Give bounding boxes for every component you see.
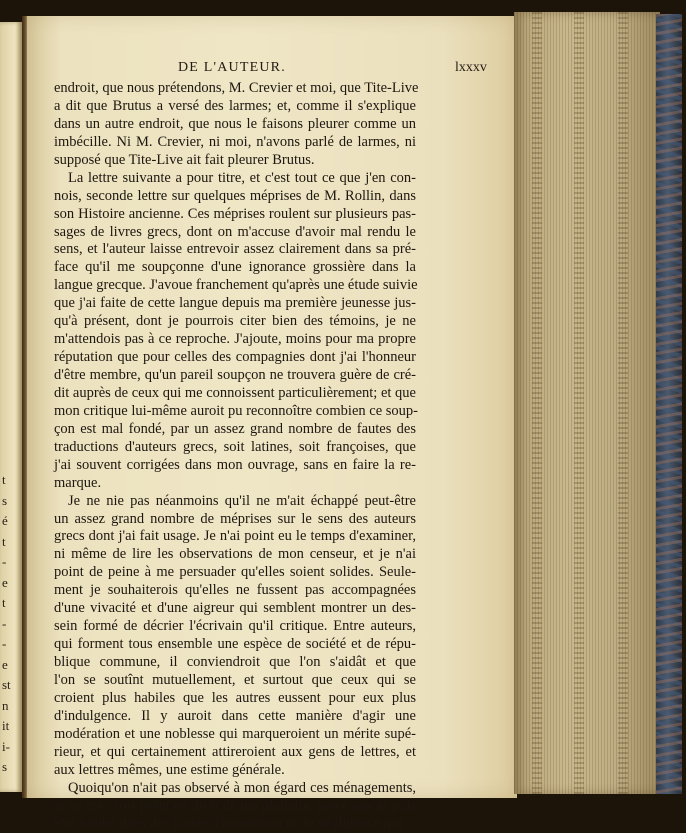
fore-edge-shading <box>532 12 542 794</box>
text-line: qui forment tous ensemble une espèce de société et de répu- <box>54 636 416 653</box>
text-line: d'indulgence. Il y auroit dans cette manière d'agir une <box>54 707 416 724</box>
text-line: point de peine à me persuader qu'elles soient solides. Seule- <box>54 564 416 581</box>
paragraph <box>54 80 419 170</box>
text-line: sein formé de décrier l'écrivain qu'il critique. Entre auteurs, <box>54 618 416 635</box>
margin-fragment: é <box>2 513 8 528</box>
text-line: endroit, que nous prétendons, M. Crevier et moi, que Tite-Live <box>54 80 419 96</box>
paragraph <box>54 170 416 493</box>
text-line: aux lettres mêmes, une estime générale. <box>54 761 285 778</box>
text-line: l'on se soutînt mutuellement, et surtout que ceux qui se <box>54 671 416 688</box>
text-line: mon critique lui-même auroit pu reconnoître combien ce soup- <box>54 402 418 419</box>
text-line: supposé que Tite-Live ait fait pleurer Brutus. <box>54 151 315 168</box>
text-line: grecs dont j'ai fait usage. Je n'ai point eu le temps d'examiner, <box>54 528 416 545</box>
text-line: un assez grand nombre de méprises sur le sens des auteurs <box>54 510 416 527</box>
text-line: son Histoire ancienne. Ces méprises roulent sur plusieurs pas- <box>54 205 416 222</box>
text-line: sages de livres grecs, dont on m'accuse d'avoir mal rendu le <box>54 223 416 240</box>
text-line: marque. <box>54 474 102 491</box>
margin-fragment: - <box>2 636 7 651</box>
margin-fragment: n <box>2 697 9 713</box>
text-line: çon est mal fondé, par un assez grand nombre de fautes des <box>54 420 416 437</box>
text-line: a dit que Brutus a versé des larmes; et, comme il s'explique <box>54 97 416 114</box>
left-page-margin-text <box>2 470 16 778</box>
margin-fragment: e <box>2 656 8 672</box>
margin-fragment: st <box>2 677 11 692</box>
text-line: que j'ai faite de cette langue depuis ma première jeunesse jus- <box>54 295 416 312</box>
body-text <box>54 80 419 833</box>
text-line: être tombé dans des fautes d'inattention et de négligence qui <box>54 815 403 832</box>
text-line: dit auprès de ceux qui me connoissent particulièrement; et que <box>54 384 416 401</box>
fore-edge-shading <box>618 12 628 794</box>
margin-fragment: - <box>2 554 7 569</box>
text-line: traductions d'auteurs grecs, soit latines, soit françoises, que <box>54 438 416 455</box>
text-line: j'ai souvent corrigées dans mon ouvrage, sans en faire la re- <box>54 456 416 473</box>
margin-fragment: t <box>2 595 6 610</box>
page-fore-edge <box>514 12 660 794</box>
text-line: rieur, et qui certainement attireroient aux gens de lettres, et <box>54 743 416 760</box>
text-line: face qu'il me soupçonne d'une ignorance grossière dans la <box>54 259 416 276</box>
text-line: croient plus habiles que les autres eussent pour eux plus <box>54 689 416 706</box>
text-line: Je ne nie pas néanmoins qu'il ne m'ait échappé peut-être <box>68 492 416 509</box>
margin-fragment: it <box>2 718 10 733</box>
text-line: modération et une noblesse qui marqueroient un mérite supé- <box>54 725 416 742</box>
margin-fragment: - <box>2 615 7 631</box>
text-line: qu'à présent, dont je pourrois citer bien des témoins, je ne <box>54 313 416 330</box>
text-line: m'attendois pas à ce reproche. J'ajoute, moins pour ma propre <box>54 331 416 348</box>
text-line: réputation que pour celles des compagnies dont j'ai l'honneur <box>54 349 416 366</box>
margin-fragment: t <box>2 533 6 549</box>
text-line: sens, et l'auteur laisse entrevoir assez clairement dans sa pré- <box>54 241 416 258</box>
margin-fragment: e <box>2 574 8 590</box>
page-number: lxxxv <box>455 60 487 75</box>
margin-fragment: s <box>2 492 8 508</box>
text-line: d'être membre, qu'un pareil soupçon ne trouvera guère de cré- <box>54 367 416 383</box>
text-line: imbécille. Ni M. Crevier, ni moi, n'avons parlé de larmes, ni <box>54 133 416 150</box>
text-line: ment je souhaiterois qu'elles ne fussent pas accompagnées <box>54 582 416 599</box>
text-line: nois, seconde lettre sur quelques méprises de M. Rollin, dans <box>54 187 416 204</box>
paragraph <box>54 493 416 780</box>
text-line: Quoiqu'on n'ait pas observé à mon égard ces ménagements, <box>68 779 416 796</box>
text-line: La lettre suivante a pour titre, et c'est tout ce que j'en con- <box>68 169 416 186</box>
text-line: dans un autre endroit, que nous le faisons pleurer comme un <box>54 115 416 132</box>
fore-edge-shading <box>574 12 584 794</box>
left-page-edge <box>0 22 22 792</box>
text-line: ni même de lire les observations de mon censeur, et je n'ai <box>54 546 416 563</box>
text-line: je ne me crois point en droit de me plaindre, parce que je puis <box>54 797 416 814</box>
marbled-cover-edge <box>656 14 682 794</box>
text-line: blique commune, il conviendroit que l'on s'aidât et que <box>54 654 416 670</box>
margin-fragment: t <box>2 472 6 487</box>
paragraph <box>54 780 416 833</box>
text-line: d'une vivacité et d'une aigreur qui semblent montrer un des- <box>54 600 416 617</box>
margin-fragment: i- <box>2 738 10 754</box>
running-head: DE L'AUTEUR. <box>178 60 286 75</box>
margin-fragment: s <box>2 759 8 774</box>
text-line: langue grecque. J'avoue franchement qu'après une étude suivie <box>54 277 418 294</box>
